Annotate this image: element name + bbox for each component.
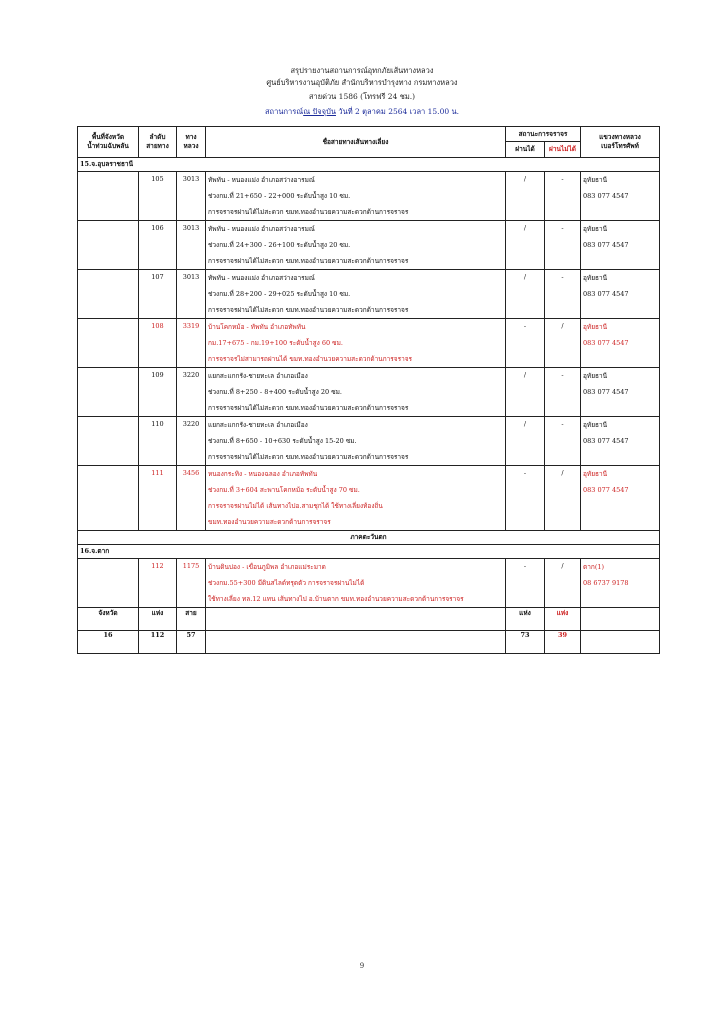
description-line: หนองกระทิง - หนองฉลอง อำเภอทัพทัน [208, 470, 318, 478]
route-cell: 3013 [177, 221, 206, 270]
impassable-cell: / [545, 466, 581, 531]
total-label-contact [581, 608, 660, 631]
table-row [78, 368, 660, 417]
contact-phone: 083 077 4547 [583, 339, 629, 347]
total-provinces: 16 [78, 631, 139, 654]
description-line: ช่วงกม.ที่ 8+250 - 8+400 ระดับน้ำสูง 20 ซม. [208, 388, 342, 396]
col-area: พื้นที่จังหวัด น้ำท่วมฉับพลัน [78, 127, 139, 158]
route-cell: 3013 [177, 270, 206, 319]
total-routes: 57 [177, 631, 206, 654]
table-row [78, 417, 660, 466]
col-traffic-status: สถานะการจราจร [506, 127, 581, 142]
status-prefix: สถานการณ์ [264, 107, 304, 116]
total-label-route: สาย [177, 608, 206, 631]
contact-cell [581, 270, 660, 319]
region-heading: ภาคตะวันตก [78, 531, 660, 545]
area-cell [78, 466, 139, 531]
status-date: วันที่ 2 ตุลาคม 2564 เวลา 15.00 น. [335, 107, 460, 116]
col-seq: ลำดับ สายทาง [139, 127, 177, 158]
seq-cell: 109 [139, 368, 177, 417]
total-impassable: 39 [545, 631, 581, 654]
col-passable: ผ่านได้ [506, 142, 545, 158]
description-line: ทัพทัน - หนองแม่ง อำเภอสว่างอารมณ์ [208, 274, 315, 282]
area-cell [78, 417, 139, 466]
route-cell: 3220 [177, 368, 206, 417]
description-line: ช่วงกม.ที่ 24+300 - 26+100 ระดับน้ำสูง 20 ซม. [208, 241, 351, 249]
description-line: การจราจรผ่านไม่ได้ เส้นทางไปอ.สามชุกได้ ใช้ทางเลี่ยงท้องถิ่น [208, 502, 383, 510]
description-line: แยกสะแกกรัง-ชายทะเล อำเภอเมือง [208, 372, 308, 380]
description-line: แยกสะแกกรัง-ชายทะเล อำเภอเมือง [208, 421, 308, 429]
contact-phone: 083 077 4547 [583, 486, 629, 494]
description-line: การจราจรผ่านได้ไม่สะดวก ขมท.ทองอำนวยความสะดวกด้านการจราจร [208, 306, 409, 314]
contact-district: ตาก(1) [583, 563, 605, 571]
route-description-cell [206, 559, 506, 608]
total-label-blank [206, 608, 506, 631]
total-blank [206, 631, 506, 654]
flood-route-table [77, 126, 660, 654]
description-line: ช่วงกม.ที่ 21+650 - 22+000 ระดับน้ำสูง 10 ซม. [208, 192, 351, 200]
contact-cell [581, 368, 660, 417]
report-status-date [0, 107, 724, 117]
contact-cell [581, 319, 660, 368]
description-line: การจราจรไม่สามารถผ่านได้ ขมท.ทองอำนวยความสะดวกด้านการจราจร [208, 355, 413, 363]
table-row [78, 466, 660, 531]
contact-district: อุทัยธานี [583, 372, 608, 380]
description-line: ขมท.ทองอำนวยความสะดวกด้านการจราจร [208, 518, 331, 526]
route-description-cell [206, 270, 506, 319]
contact-phone: 083 077 4547 [583, 437, 629, 445]
page-number: 9 [359, 962, 365, 970]
description-line: ช่วงกม.ที่ 8+650 - 10+630 ระดับน้ำสูง 15-20 ซม. [208, 437, 357, 445]
route-description-cell [206, 221, 506, 270]
contact-cell [581, 466, 660, 531]
total-label-province: จังหวัด [78, 608, 139, 631]
contact-phone: 083 077 4547 [583, 192, 629, 200]
description-line: ทัพทัน - หนองแม่ง อำเภอสว่างอารมณ์ [208, 176, 315, 184]
col-route: ทาง หลวง [177, 127, 206, 158]
report-department: ศูนย์บริหารงานอุบัติภัย สำนักบริหารบำรุงทาง กรมทางหลวง [266, 78, 458, 87]
description-line: ช่วงกม.55+300 มีดินสไลด์ทรุดตัว การจราจรผ่านไม่ได้ [208, 579, 365, 587]
description-line: ช่วงกม.ที่ 28+200 - 29+025 ระดับน้ำสูง 10 ซม. [208, 290, 351, 298]
contact-cell [581, 417, 660, 466]
area-cell [78, 270, 139, 319]
area-cell [78, 221, 139, 270]
description-line: การจราจรผ่านได้ไม่สะดวก ขมท.ทองอำนวยความสะดวกด้านการจราจร [208, 453, 409, 461]
table-row [78, 172, 660, 221]
contact-cell [581, 559, 660, 608]
route-description-cell [206, 466, 506, 531]
area-cell [78, 559, 139, 608]
province-heading: 16.จ.ตาก [78, 545, 660, 559]
passable-cell: - [506, 319, 545, 368]
contact-phone: 083 077 4547 [583, 290, 629, 298]
impassable-cell: - [545, 417, 581, 466]
area-cell [78, 368, 139, 417]
contact-cell [581, 221, 660, 270]
description-line: กม.17+675 - กม.19+100 ระดับน้ำสูง 60 ซม. [208, 339, 343, 347]
total-count: 112 [139, 631, 177, 654]
table-row [78, 559, 660, 608]
contact-phone: 08 6737 9178 [583, 579, 629, 587]
description-line: บ้านโคกหม้อ - ทัพทัน อำเภอทัพทัน [208, 323, 306, 331]
status-current: ณ ปัจจุบัน [303, 107, 336, 116]
col-impassable: ผ่านไม่ได้ [545, 142, 581, 158]
contact-phone: 083 077 4547 [583, 388, 629, 396]
col-route-name: ชื่อสายทางเส้นทางเลี่ยง [206, 127, 506, 158]
impassable-cell: / [545, 559, 581, 608]
total-contact [581, 631, 660, 654]
area-cell [78, 172, 139, 221]
description-line: การจราจรผ่านได้ไม่สะดวก ขมท.ทองอำนวยความสะดวกด้านการจราจร [208, 208, 409, 216]
route-cell: 1175 [177, 559, 206, 608]
seq-cell: 111 [139, 466, 177, 531]
impassable-cell: / [545, 319, 581, 368]
contact-district: อุทัยธานี [583, 323, 608, 331]
seq-cell: 106 [139, 221, 177, 270]
passable-cell: / [506, 368, 545, 417]
impassable-cell: - [545, 270, 581, 319]
total-label-impassable: แห่ง [545, 608, 581, 631]
route-description-cell [206, 319, 506, 368]
contact-district: อุทัยธานี [583, 225, 608, 233]
table-row [78, 270, 660, 319]
seq-cell: 110 [139, 417, 177, 466]
total-label-seq: แห่ง [139, 608, 177, 631]
route-cell: 3220 [177, 417, 206, 466]
description-line: การจราจรผ่านได้ไม่สะดวก ขมท.ทองอำนวยความสะดวกด้านการจราจร [208, 257, 409, 265]
description-line: ใช้ทางเลี่ยง ทล.12 แทน เส้นทางไป อ.บ้านตาก ขมท.ทองอำนวยความสะดวกด้านการจราจร [208, 595, 464, 603]
total-passable: 73 [506, 631, 545, 654]
passable-cell: / [506, 270, 545, 319]
contact-phone: 083 077 4547 [583, 241, 629, 249]
impassable-cell: - [545, 368, 581, 417]
area-cell [78, 319, 139, 368]
seq-cell: 107 [139, 270, 177, 319]
total-label-passable: แห่ง [506, 608, 545, 631]
impassable-cell: - [545, 172, 581, 221]
table-row [78, 319, 660, 368]
contact-district: อุทัยธานี [583, 470, 608, 478]
passable-cell: / [506, 417, 545, 466]
description-line: บ้านดินบ่อง - เขื่อนภูมิพล อำเภอแม่ระมาด [208, 563, 326, 571]
passable-cell: / [506, 221, 545, 270]
report-title: สรุปรายงานสถานการณ์อุทกภัยเส้นทางหลวง [290, 66, 434, 75]
seq-cell: 108 [139, 319, 177, 368]
description-line: ทัพทัน - หนองแม่ง อำเภอสว่างอารมณ์ [208, 225, 315, 233]
passable-cell: / [506, 172, 545, 221]
description-line: ช่วงกม.ที่ 3+604 สะพานโคกหม้อ ระดับน้ำสูง 70 ซม. [208, 486, 360, 494]
passable-cell: - [506, 559, 545, 608]
totals-value-row [78, 631, 660, 654]
route-cell: 3013 [177, 172, 206, 221]
contact-cell [581, 172, 660, 221]
passable-cell: - [506, 466, 545, 531]
seq-cell: 105 [139, 172, 177, 221]
province-heading: 15.จ.อุบลราชธานี [78, 158, 660, 172]
route-description-cell [206, 172, 506, 221]
table-row [78, 221, 660, 270]
seq-cell: 112 [139, 559, 177, 608]
totals-label-row [78, 608, 660, 631]
contact-district: อุทัยธานี [583, 274, 608, 282]
contact-district: อุทัยธานี [583, 421, 608, 429]
col-contact: แขวงทางหลวง เบอร์โทรศัพท์ [581, 127, 660, 158]
route-description-cell [206, 417, 506, 466]
contact-district: อุทัยธานี [583, 176, 608, 184]
impassable-cell: - [545, 221, 581, 270]
description-line: การจราจรผ่านได้ไม่สะดวก ขมท.ทองอำนวยความสะดวกด้านการจราจร [208, 404, 409, 412]
route-cell: 3456 [177, 466, 206, 531]
route-description-cell [206, 368, 506, 417]
report-hotline: สายด่วน 1586 (โทรฟรี 24 ชม.) [308, 92, 416, 101]
route-cell: 3319 [177, 319, 206, 368]
